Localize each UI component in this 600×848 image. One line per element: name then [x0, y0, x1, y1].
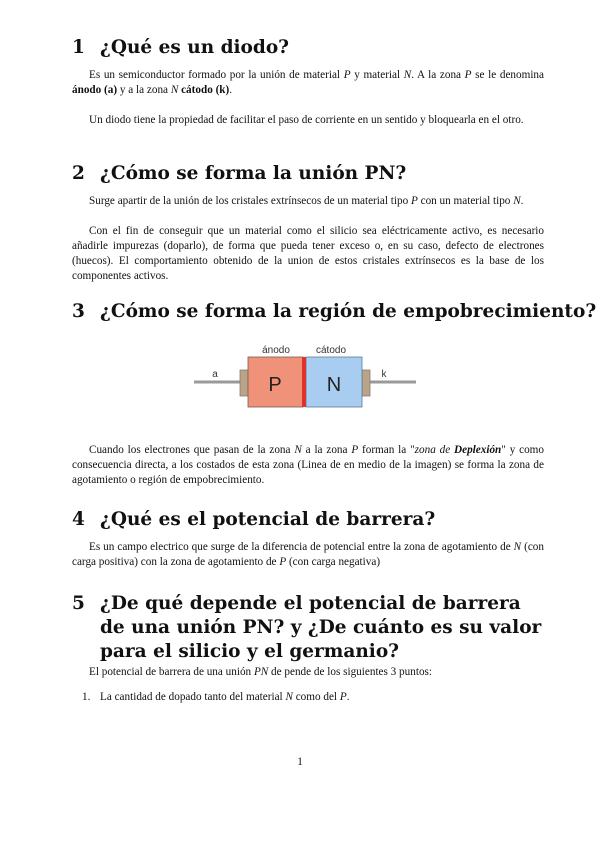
section-2-heading [72, 162, 406, 186]
section-number: 1 [72, 37, 85, 58]
section-2-paragraph-1: Surge apartir de la unión de los cristales extrínsecos de un material tipo P con un material tipo N. [89, 195, 524, 207]
section-number: 4 [72, 509, 85, 530]
section-title: ¿Qué es un diodo? [100, 37, 290, 58]
depletion-region-line [302, 357, 306, 407]
section-4-paragraph-1: Es un campo electrico que surge de la diferencia de potencial entre la zona de agotamiento de N (con carga positiva) con la zona de agotamiento de P (con carga negativa) [72, 541, 544, 568]
section-4-heading [72, 508, 435, 532]
section-3-heading [72, 300, 596, 324]
section-5-paragraph-1: El potencial de barrera de una unión PN de pende de los siguientes 3 puntos: [89, 666, 432, 678]
anode-contact [240, 370, 248, 396]
n-label: N [326, 374, 342, 396]
section-title: ¿De qué depende el potencial de barrera de una unión PN? y ¿De cuánto es su valor para el silicio y el germanio? [100, 593, 542, 662]
list-item: 1. La cantidad de dopado tanto del material N como del P. [82, 691, 350, 703]
section-5-heading [72, 592, 544, 664]
pn-junction-figure [194, 344, 416, 414]
section-number: 2 [72, 163, 85, 184]
p-label: P [268, 374, 282, 396]
section-title: ¿Qué es el potencial de barrera? [100, 509, 436, 530]
section-1-heading [72, 36, 289, 60]
anode-label: ánodo [262, 345, 290, 356]
section-title: ¿Cómo se forma la unión PN? [100, 163, 407, 184]
section-number: 5 [72, 593, 85, 614]
section-title: ¿Cómo se forma la región de empobrecimiento? [100, 301, 597, 322]
terminal-a-label: a [212, 369, 218, 380]
page-number: 1 [297, 756, 303, 768]
terminal-k-label: k [381, 369, 387, 380]
cathode-contact [362, 370, 370, 396]
section-2-paragraph-2: Con el fin de conseguir que un material como el silicio sea eléctricamente activo, es necesario añadirle impurezas (doparlo), de forma que pueda tener exceso o, en su caso, defecto de electrones (huecos). El comportamiento obtenido de la union de estos cristales extrínsecos es la base de los componentes activos. [72, 225, 544, 282]
section-1-paragraph-2: Un diodo tiene la propiedad de facilitar el paso de corriente en un sentido y bloquearla en el otro. [89, 114, 524, 126]
cathode-label: cátodo [315, 345, 347, 356]
section-1-paragraph-1: Es un semiconductor formado por la unión de material P y material N. A la zona P se le denomina ánodo (a) y a la zona N cátodo (k). [72, 69, 544, 96]
section-3-paragraph-1: Cuando los electrones que pasan de la zona N a la zona P forman la "zona de Deplexión" y como consecuencia directa, a los costados de esta zona (Linea de en medio de la imagen) se forma la zona de agotamiento o región de empobrecimiento. [72, 444, 544, 486]
section-number: 3 [72, 301, 85, 322]
